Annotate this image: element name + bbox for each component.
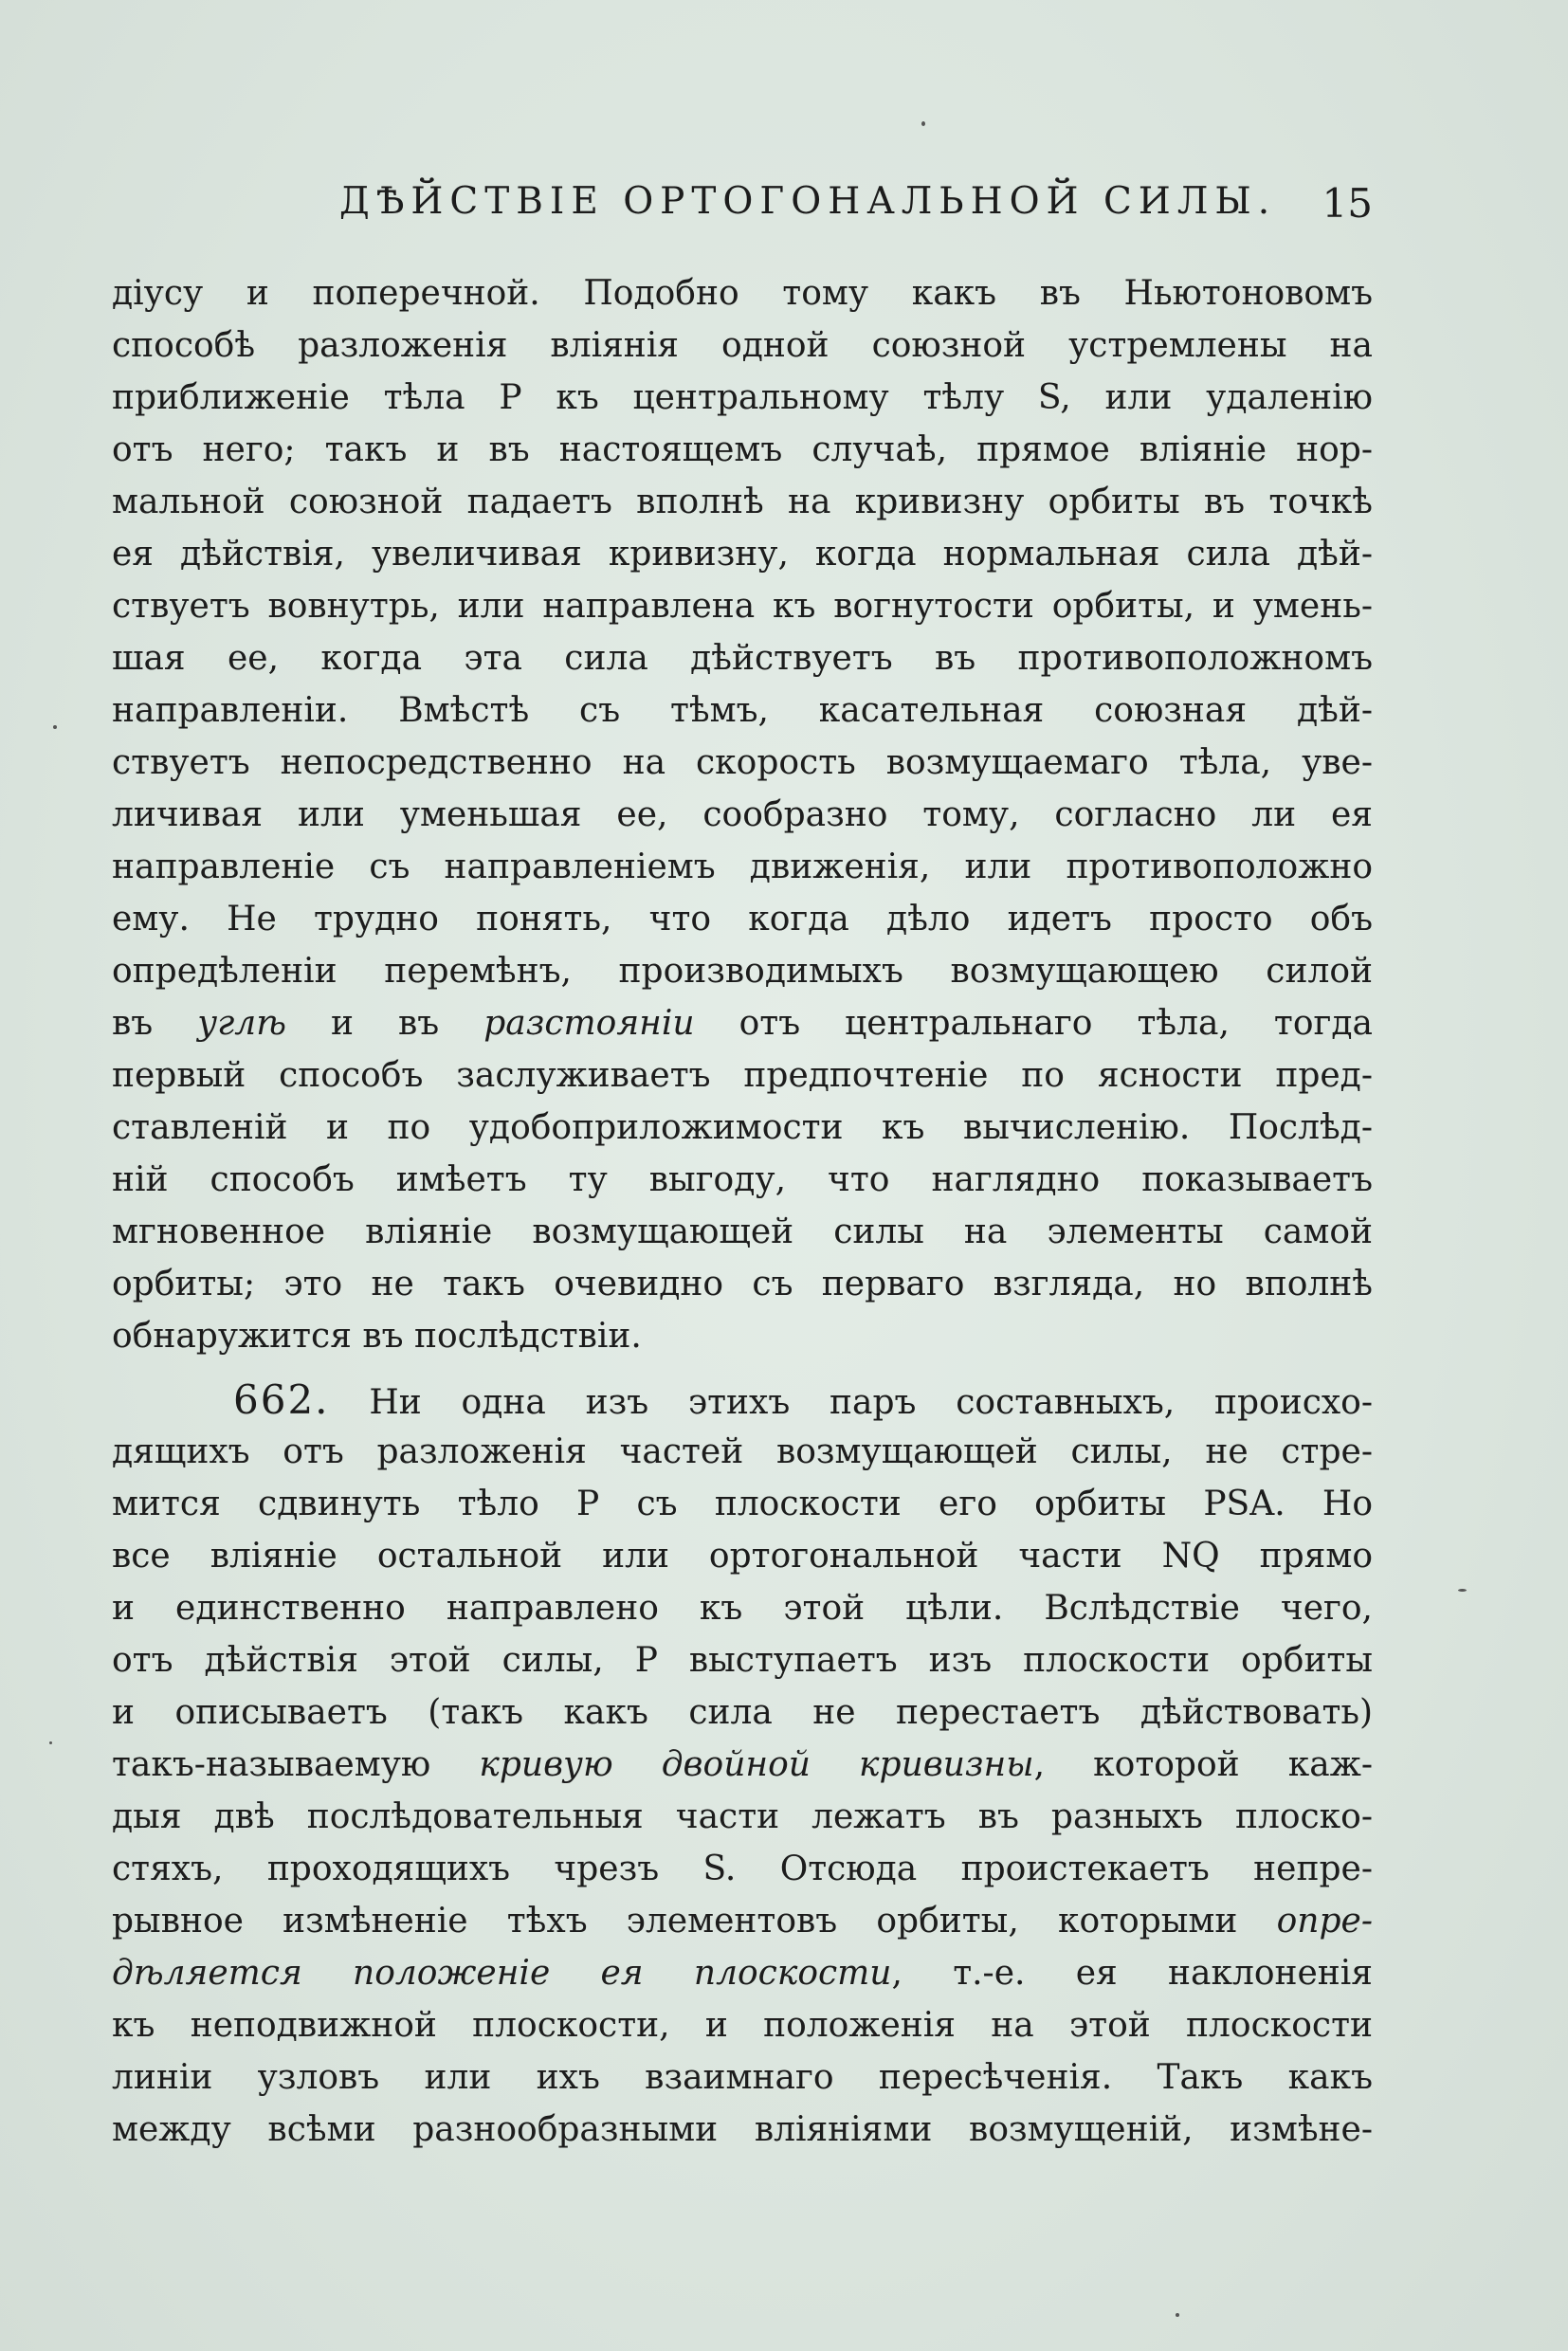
ink-speck: [1458, 1589, 1467, 1592]
italic-term-distance: разстояніи: [483, 1004, 695, 1043]
text-line: и описываетъ (такъ какъ сила не перестаетъ дѣйствовать): [112, 1693, 1373, 1732]
text-line: между всѣми разнообразными вліяніями возмущеній, измѣне-: [112, 2110, 1373, 2149]
text-line: направленіе съ направленіемъ движенія, или противоположно: [112, 847, 1373, 886]
italic-term-defined: опре-: [1276, 1902, 1373, 1941]
text-line: личивая или уменьшая ее, сообразно тому, согласно ли ея: [112, 795, 1373, 834]
text-run: отъ центральнаго тѣла, тогда: [694, 1004, 1373, 1043]
text-line: первый способъ заслуживаетъ предпочтеніе по ясности пред-: [112, 1056, 1373, 1095]
text-line: ставленій и по удобоприложимости къ вычисленію. Послѣд-: [112, 1108, 1373, 1147]
text-line: мгновенное вліяніе возмущающей силы на элементы самой: [112, 1212, 1373, 1251]
text-line: [112, 1374, 1373, 1426]
text-run: такъ-называемую: [112, 1745, 480, 1784]
text-line: способѣ разложенія вліянія одной союзной устремлены на: [112, 326, 1373, 365]
text-run: и въ: [285, 1004, 484, 1043]
running-title: ДѢЙСТВІЕ ОРТОГОНАЛЬНОЙ СИЛЫ.: [339, 180, 1277, 223]
text-line: линіи узловъ или ихъ взаимнаго пересѣченія. Такъ какъ: [112, 2058, 1373, 2097]
text-line: приближеніе тѣла P къ центральному тѣлу S, или удаленію: [112, 378, 1373, 417]
text-run: въ: [112, 1004, 198, 1043]
text-line: ствуетъ непосредственно на скорость возмущаемаго тѣла, уве-: [112, 743, 1373, 782]
text-line: ея дѣйствія, увеличивая кривизну, когда нормальная сила дѣй-: [112, 535, 1373, 574]
ink-speck: [921, 121, 925, 126]
text-line: діусу и поперечной. Подобно тому какъ въ Ньютоновомъ: [112, 274, 1373, 313]
text-line: [112, 1739, 1373, 1791]
text-line: мальной союзной падаетъ вполнѣ на кривизну орбиты въ точкѣ: [112, 483, 1373, 521]
text-line: къ неподвижной плоскости, и положенія на этой плоскости: [112, 2006, 1373, 2045]
page-number: 15: [1322, 180, 1373, 227]
text-line: все вліяніе остальной или ортогональной части NQ прямо: [112, 1537, 1373, 1576]
ink-speck: [49, 1741, 52, 1744]
text-line: стяхъ, проходящихъ чрезъ S. Отсюда проистекаетъ непре-: [112, 1850, 1373, 1888]
text-line: [112, 1895, 1373, 1947]
text-line: направленіи. Вмѣстѣ съ тѣмъ, касательная союзная дѣй-: [112, 691, 1373, 730]
text-line: [112, 1947, 1373, 1999]
running-head: [112, 180, 1373, 237]
paragraph-662: [112, 1374, 1373, 2156]
ink-speck: [1176, 2313, 1179, 2317]
ink-speck: [53, 725, 57, 729]
italic-term-double-curvature: кривую двойной кривизны: [479, 1745, 1034, 1784]
paragraph-continued: [112, 267, 1373, 1362]
text-line: ствуетъ вовнутрь, или направлена къ вогнутости орбиты, и умень-: [112, 587, 1373, 626]
text-line: отъ него; такъ и въ настоящемъ случаѣ, прямое вліяніе нор-: [112, 430, 1373, 469]
text-line: орбиты; это не такъ очевидно съ перваго взгляда, но вполнѣ: [112, 1265, 1373, 1303]
text-line: дящихъ отъ разложенія частей возмущающей силы, не стре-: [112, 1432, 1373, 1471]
text-run: , которой каж-: [1033, 1745, 1373, 1784]
text-line: ему. Не трудно понять, что когда дѣло идетъ просто объ: [112, 900, 1373, 939]
text-run: , т.-е. ея наклоненія: [891, 1954, 1373, 1993]
text-run: Ни одна изъ этихъ паръ составныхъ, происхо-: [329, 1383, 1373, 1422]
text-line: ній способъ имѣетъ ту выгоду, что наглядно показываетъ: [112, 1160, 1373, 1199]
text-line: мится сдвинуть тѣло P съ плоскости его орбиты PSA. Но: [112, 1485, 1373, 1523]
italic-term-plane-position: дѣляется положеніе ея плоскости: [112, 1954, 892, 1993]
text-line: отъ дѣйствія этой силы, P выступаетъ изъ плоскости орбиты: [112, 1641, 1373, 1680]
text-line: [112, 997, 1373, 1049]
text-run: рывное измѣненіе тѣхъ элементовъ орбиты, которыми: [112, 1902, 1277, 1941]
body-text: [112, 267, 1373, 2156]
paragraph-number: 662.: [233, 1376, 330, 1423]
text-line: обнаружится въ послѣдствіи.: [112, 1317, 642, 1356]
italic-term-angle: углѣ: [197, 1004, 286, 1043]
text-line: дыя двѣ послѣдовательныя части лежатъ въ разныхъ плоско-: [112, 1797, 1373, 1836]
text-line: и единственно направлено къ этой цѣли. Вслѣдствіе чего,: [112, 1589, 1373, 1628]
text-line: опредѣленіи перемѣнъ, производимыхъ возмущающею силой: [112, 952, 1373, 991]
text-line: шая ее, когда эта сила дѣйствуетъ въ противоположномъ: [112, 639, 1373, 678]
